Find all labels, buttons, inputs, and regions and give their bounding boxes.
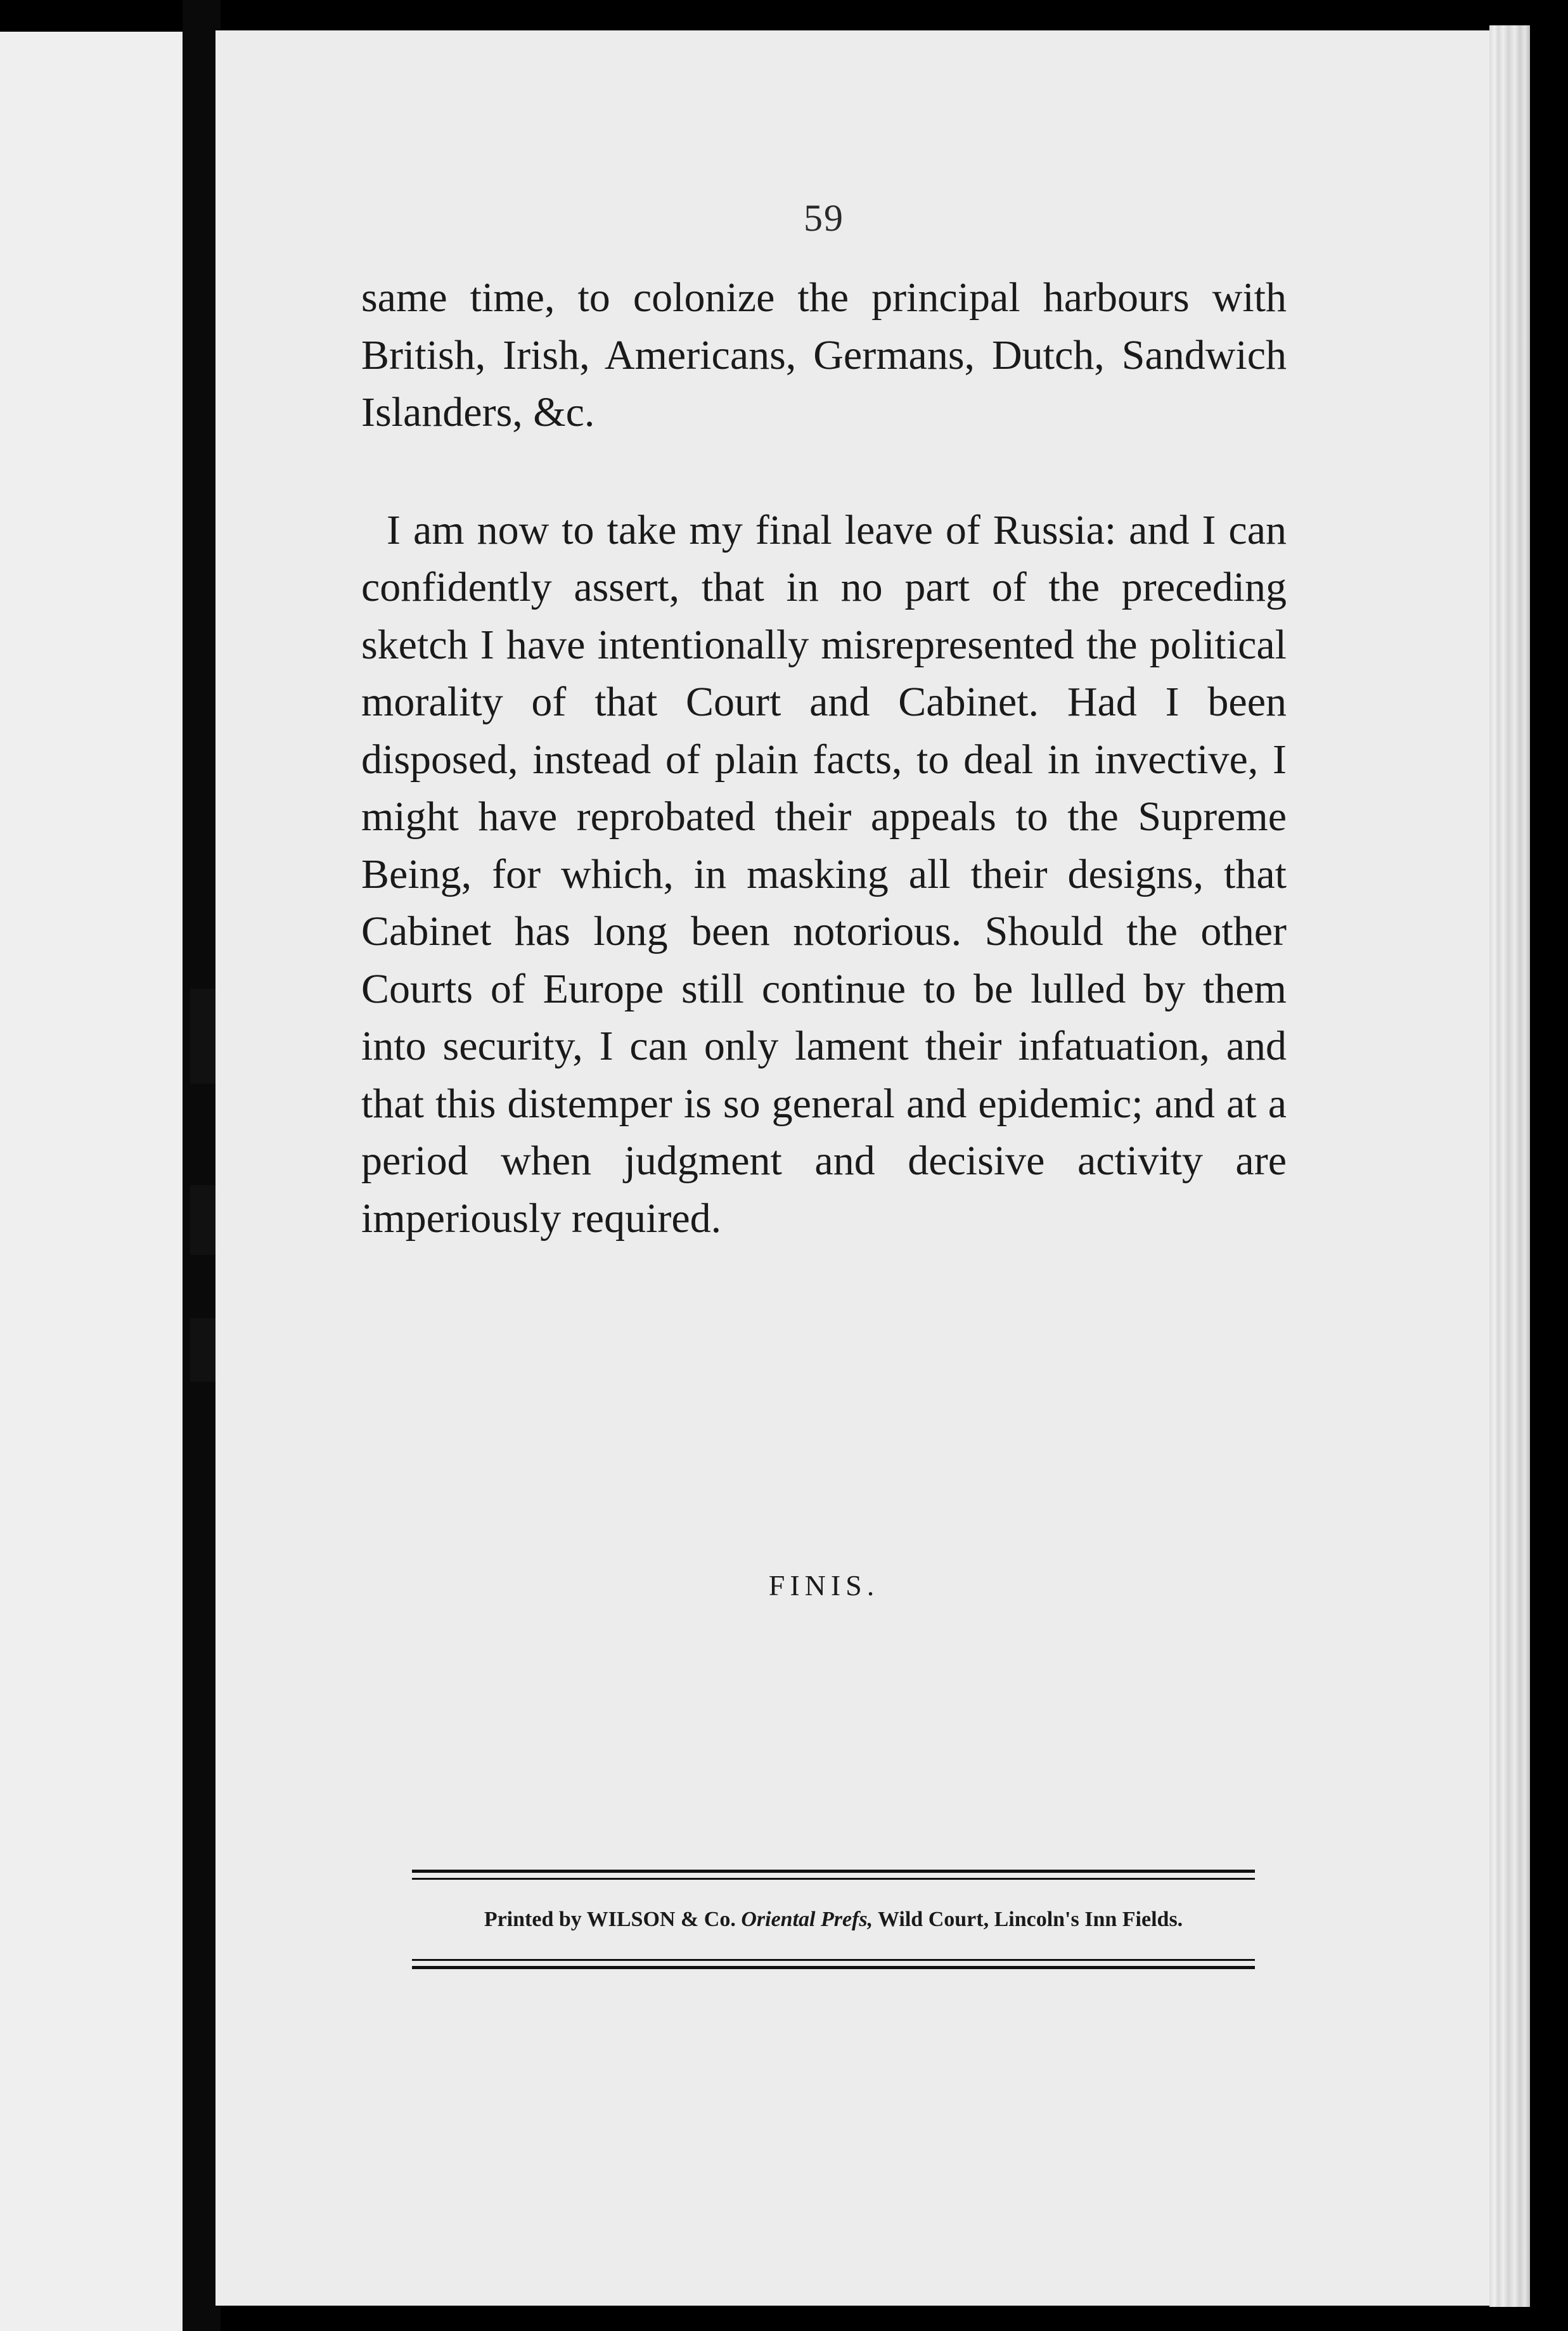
double-rule-top	[412, 1870, 1255, 1873]
double-rule-top	[412, 1878, 1255, 1880]
closing-mark: FINIS.	[768, 1569, 880, 1602]
binding-thread	[190, 1318, 215, 1382]
imprint-press: Oriental Prefs,	[741, 1908, 873, 1931]
binding-thread	[190, 989, 215, 1084]
printer-imprint	[412, 1908, 1255, 1932]
binding-thread	[190, 1185, 215, 1255]
double-rule-bottom	[412, 1959, 1255, 1961]
body-text	[361, 269, 1287, 1247]
double-rule-bottom	[412, 1966, 1255, 1969]
imprint-text: Printed by WILSON & Co.	[484, 1908, 742, 1931]
paragraph: same time, to colonize the principal harbours with British, Irish, Americans, Germans, Dutch, Sandwich Islanders, &c.	[361, 274, 1287, 435]
scan-border	[1530, 0, 1568, 2331]
page-number: 59	[804, 197, 844, 239]
facing-page	[0, 32, 183, 2331]
book-gutter	[183, 0, 221, 2331]
paragraph: I am now to take my final leave of Russia: and I can confidently assert, that in no part of the preceding sketch I have intentionally misrepresented the political morality of that Court and Cabinet. Had I been disposed, instead of plain facts, to deal in invective, I might have reprobated their appeals to the Supreme Being, for which, in masking all their designs, that Cabinet has long been notorious. Should the other Courts of Europe still continue to be lulled by them into security, I can only lament their infatuation, and that this distemper is so general and epidemic; and at a period when judgment and decisive activity are imperiously required.	[361, 506, 1287, 1242]
page-edges	[1489, 25, 1530, 2307]
imprint-text: Wild Court, Lincoln's Inn Fields.	[873, 1908, 1183, 1931]
